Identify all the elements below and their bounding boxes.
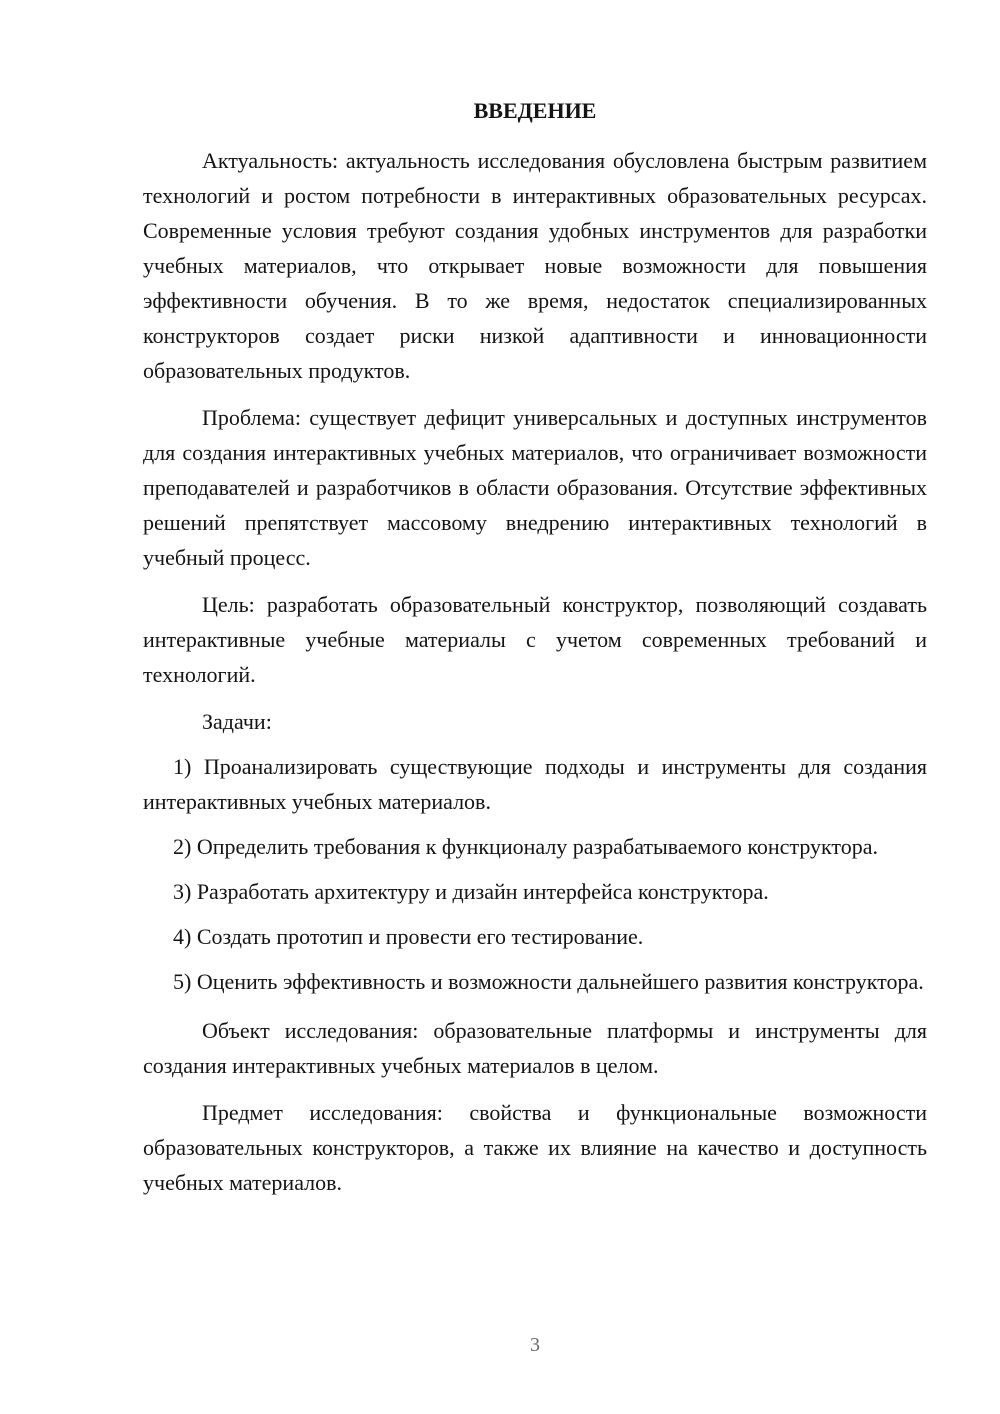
paragraph-subject: Предмет исследования: свойства и функциональные возможности образовательных конструкторов, а также их влияние на качество и доступность учебных материалов. <box>143 1100 927 1195</box>
paragraph-goal: Цель: разработать образовательный конструктор, позволяющий создавать интерактивные учебные материалы с учетом современных требований и технологий. <box>143 592 927 687</box>
page-content <box>143 96 927 1212</box>
paragraph-relevance: Актуальность: актуальность исследования обусловлена быстрым развитием технологий и ростом потребности в интерактивных образовательных ресурсах. Современные условия требуют создания удобных инструментов для разработки учебных материалов, что открывает новые возможности для повышения эффективности обучения. В то же время, недостаток специализированных конструкторов создает риски низкой адаптивности и инновационности образовательных продуктов. <box>143 148 927 383</box>
section-heading: ВВЕДЕНИЕ <box>473 98 597 123</box>
task-item: 2) Определить требования к функционалу разрабатываемого конструктора. <box>173 834 879 859</box>
task-item: 4) Создать прототип и провести его тестирование. <box>173 924 644 949</box>
task-item: 3) Разработать архитектуру и дизайн интерфейса конструктора. <box>173 879 769 904</box>
task-item: 5) Оценить эффективность и возможности дальнейшего развития конструктора. <box>173 969 924 994</box>
paragraph-problem: Проблема: существует дефицит универсальных и доступных инструментов для создания интерактивных учебных материалов, что ограничивает возможности преподавателей и разработчиков в области образования. Отсутствие эффективных решений препятствует массовому внедрению интерактивных технологий в учебный процесс. <box>143 405 927 570</box>
task-item: 1) Проанализировать существующие подходы и инструменты для создания интерактивных учебных материалов. <box>143 754 927 814</box>
paragraph-object: Объект исследования: образовательные платформы и инструменты для создания интерактивных учебных материалов в целом. <box>143 1018 927 1078</box>
tasks-label: Задачи: <box>202 709 272 734</box>
page-number: 3 <box>530 1334 540 1356</box>
